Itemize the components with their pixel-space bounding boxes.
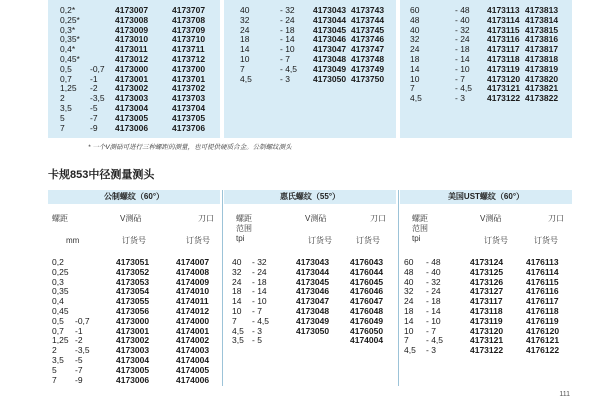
table-cell: 4173006 — [116, 374, 150, 385]
table-cell: 1,25 — [60, 83, 77, 94]
table-cell — [75, 278, 90, 288]
table-cell: 14 — [240, 44, 250, 55]
table-cell: 4174007 — [176, 257, 210, 267]
table-cell: 4173816 — [525, 34, 559, 45]
table-cell: - 18 — [426, 296, 441, 307]
table-cell: 4173819 — [525, 63, 559, 74]
table-cell: - 14 — [280, 34, 295, 45]
table-cell — [90, 16, 105, 26]
table-cell: 4,5 — [232, 325, 244, 336]
table-cell: 24 — [232, 276, 242, 287]
table-cell — [75, 268, 90, 278]
table-cell: - 4,5 — [426, 335, 444, 346]
table-cell: 4176119 — [526, 315, 559, 326]
table-cell: 4173003 — [115, 93, 149, 104]
table-cell: 5 — [52, 364, 57, 375]
bottom-metric-order1 — [116, 258, 149, 385]
metric-mm-header: mm — [66, 236, 80, 245]
table-cell: 4173049 — [296, 315, 330, 326]
table-cell: 4173010 — [115, 34, 149, 45]
table-cell: 4173124 — [470, 257, 504, 267]
table-cell: 4173122 — [487, 93, 521, 104]
table-cell: 4173000 — [116, 315, 150, 326]
header-whitworth: 惠氏螺纹（55°） — [224, 190, 396, 204]
table-cell: -1 — [90, 73, 98, 84]
table-cell: 0,35 — [52, 286, 69, 297]
table-cell: 4173118 — [487, 53, 520, 64]
table-cell: - 32 — [426, 276, 441, 287]
table-cell: - 7 — [426, 325, 436, 336]
table-cell: 10 — [232, 305, 242, 316]
table-cell: 4173121 — [470, 335, 504, 346]
top-ust-order1 — [487, 6, 520, 104]
bottom-ust-order2 — [526, 258, 559, 356]
table-cell: 4173056 — [116, 305, 150, 316]
metric-order-header: 订货号 — [122, 236, 146, 245]
table-cell: 4176116 — [526, 286, 559, 297]
table-cell: 4173046 — [296, 286, 330, 297]
metric-pitch-header: 螺距 — [52, 214, 68, 223]
table-cell: 4176118 — [526, 305, 559, 316]
divider-2 — [398, 190, 399, 386]
table-cell: 0,5 — [60, 63, 72, 74]
table-cell: 4,5 — [404, 345, 416, 356]
table-cell: -2 — [75, 335, 83, 346]
table-cell: - 24 — [426, 286, 441, 297]
table-cell: 4176114 — [526, 266, 559, 277]
table-cell: 4173002 — [116, 335, 150, 346]
table-cell: 4173818 — [525, 53, 559, 64]
table-cell: 4173055 — [116, 296, 150, 307]
bottom-whit-c2 — [252, 258, 269, 346]
table-cell: 24 — [240, 24, 250, 35]
table-cell: 4176045 — [350, 276, 384, 287]
table-cell: - 32 — [280, 5, 295, 15]
table-cell: 0,35* — [60, 34, 80, 45]
table-cell: 4173052 — [116, 266, 150, 277]
table-cell: 40 — [404, 276, 414, 287]
table-cell: 4173051 — [116, 257, 150, 267]
table-cell: - 18 — [252, 276, 267, 287]
table-cell: - 7 — [252, 305, 262, 316]
table-cell: 4173125 — [470, 266, 504, 277]
table-cell: 7 — [240, 63, 245, 74]
table-cell: 24 — [404, 296, 414, 307]
table-cell: 4173750 — [351, 73, 385, 84]
table-cell: 4173703 — [172, 93, 206, 104]
table-cell: 4174008 — [176, 266, 210, 277]
table-cell: 4173119 — [470, 315, 503, 326]
table-cell: - 3 — [252, 325, 262, 336]
table-cell: 4173116 — [487, 34, 520, 45]
table-cell: 4176120 — [526, 325, 560, 336]
table-cell: 4173003 — [116, 345, 150, 356]
table-cell: 4173117 — [470, 296, 503, 307]
metric-vanvil-header: V测砧 — [120, 214, 142, 223]
table-cell: 4173814 — [525, 14, 559, 25]
ust-order2-header: 订货号 — [534, 236, 558, 245]
table-cell: 7 — [52, 374, 57, 385]
header-ust: 美国UST螺纹（60°） — [400, 190, 572, 204]
table-cell: 4174000 — [176, 315, 210, 326]
table-cell: 4173706 — [172, 122, 206, 133]
table-cell: 4173044 — [296, 266, 330, 277]
table-cell: 4173815 — [525, 24, 559, 35]
table-cell: 4173044 — [313, 14, 347, 25]
table-cell: 4173117 — [487, 44, 520, 55]
table-cell: 4173820 — [525, 73, 559, 84]
table-cell: 4173046 — [313, 34, 347, 45]
table-cell: -9 — [75, 374, 83, 385]
table-cell: 4173120 — [487, 73, 521, 84]
top-metric-range — [90, 6, 105, 133]
top-metric-order1 — [115, 6, 148, 133]
table-cell: 4173700 — [172, 63, 206, 74]
table-cell: 7 — [410, 83, 415, 94]
table-cell: 1,25 — [52, 335, 69, 346]
table-cell: -7 — [75, 364, 83, 375]
bottom-ust-c2 — [426, 258, 443, 356]
table-cell: 4173121 — [487, 83, 521, 94]
table-cell: 4173817 — [525, 44, 559, 55]
table-cell: -3,5 — [90, 93, 105, 104]
table-cell: 4176117 — [526, 296, 559, 307]
table-cell: 4173822 — [525, 93, 559, 104]
table-cell: 2 — [60, 93, 65, 104]
table-cell: - 18 — [280, 24, 295, 35]
table-cell: 4174004 — [176, 354, 210, 365]
table-cell: 4176043 — [350, 257, 384, 267]
bottom-whit-c1 — [232, 258, 244, 346]
table-cell: 4173744 — [351, 14, 385, 25]
table-cell: 4173012 — [115, 53, 149, 64]
table-cell — [90, 45, 105, 55]
table-cell: 4174004 — [350, 335, 384, 346]
table-cell: 18 — [240, 34, 250, 45]
table-cell: -9 — [90, 122, 98, 133]
table-cell: 4173126 — [470, 276, 504, 287]
table-cell: 4173709 — [172, 24, 206, 35]
top-whit-c1 — [240, 6, 252, 84]
top-metric-sizes — [60, 6, 80, 133]
table-cell: 4173705 — [172, 112, 206, 123]
table-cell: -5 — [90, 102, 98, 113]
table-cell: 4173745 — [351, 24, 385, 35]
table-cell: - 40 — [455, 14, 470, 25]
table-cell: 0,7 — [52, 325, 64, 336]
table-cell: 4173045 — [313, 24, 347, 35]
table-cell: 4173006 — [115, 122, 149, 133]
table-cell: 4174005 — [176, 364, 210, 375]
table-cell: - 48 — [455, 5, 470, 15]
table-cell: 40 — [410, 24, 420, 35]
table-cell: 4173005 — [115, 112, 149, 123]
bottom-metric-c2 — [75, 258, 90, 385]
ust-vanvil-header: V测砧 — [480, 214, 502, 223]
table-cell — [90, 26, 105, 36]
section-title: 卡规853中径测量测头 — [48, 169, 155, 181]
table-cell: 18 — [410, 53, 420, 64]
table-cell: 4173047 — [313, 44, 347, 55]
table-cell: 7 — [404, 335, 409, 346]
table-cell: 4176048 — [350, 305, 384, 316]
table-cell: - 40 — [426, 266, 441, 277]
table-cell: 4173009 — [115, 24, 149, 35]
table-cell: 4173813 — [525, 5, 559, 15]
top-ust-c1 — [410, 6, 422, 104]
table-cell: 4173048 — [296, 305, 330, 316]
table-cell: 4173050 — [296, 325, 330, 336]
top-whit-order1 — [313, 6, 346, 84]
table-cell: - 14 — [455, 53, 470, 64]
table-cell: 4173047 — [296, 296, 330, 307]
table-cell: 5 — [60, 112, 65, 123]
top-whit-order2 — [351, 6, 384, 84]
table-cell: 4,5 — [240, 73, 252, 84]
table-cell: - 10 — [280, 44, 295, 55]
table-cell: - 3 — [455, 93, 465, 104]
table-cell: 4174012 — [176, 305, 210, 316]
table-cell: 0,25* — [60, 14, 80, 25]
table-cell — [75, 297, 90, 307]
table-cell: -7 — [90, 112, 98, 123]
table-cell: 4173048 — [313, 53, 347, 64]
table-cell: 4176044 — [350, 266, 384, 277]
table-cell: 4173127 — [470, 286, 504, 297]
table-cell: 4173007 — [115, 5, 149, 15]
table-cell: 10 — [240, 53, 250, 64]
table-cell: 4173821 — [525, 83, 559, 94]
table-cell: 4173118 — [470, 305, 503, 316]
table-cell: 4173704 — [172, 102, 206, 113]
table-cell: 18 — [404, 305, 414, 316]
table-cell: 4173113 — [487, 5, 520, 15]
whit-blade-header: 刀口 — [370, 214, 386, 223]
table-cell: 4173749 — [351, 63, 385, 74]
table-cell: 0,4 — [52, 296, 64, 307]
table-cell: -5 — [75, 354, 83, 365]
table-cell: 4174006 — [176, 374, 210, 385]
table-cell: 4174002 — [176, 335, 210, 346]
table-cell: 10 — [410, 73, 420, 84]
table-cell: -3,5 — [75, 345, 90, 356]
table-cell: 4173043 — [296, 257, 330, 267]
table-cell: 32 — [232, 266, 242, 277]
table-cell — [75, 287, 90, 297]
table-cell: 40 — [240, 5, 250, 15]
table-cell — [90, 6, 105, 16]
table-cell: 0,2* — [60, 5, 76, 15]
table-cell: 4173011 — [115, 44, 148, 55]
table-cell: 7 — [232, 315, 237, 326]
table-cell: 4176050 — [350, 325, 384, 336]
metric-blade-header: 刀口 — [198, 214, 214, 223]
table-cell: - 10 — [252, 296, 267, 307]
table-cell: 4173122 — [470, 345, 504, 356]
table-cell: - 14 — [252, 286, 267, 297]
table-cell: 14 — [404, 315, 414, 326]
table-cell: 14 — [232, 296, 242, 307]
table-cell: 4176046 — [350, 286, 384, 297]
table-cell: - 4,5 — [252, 315, 270, 326]
table-cell: 4173053 — [116, 276, 150, 287]
table-cell: 4176122 — [526, 345, 560, 356]
table-cell: 4176121 — [526, 335, 560, 346]
table-cell: 10 — [404, 325, 414, 336]
table-cell: 4173748 — [351, 53, 385, 64]
table-cell: 4173008 — [115, 14, 149, 25]
table-cell: 4176113 — [526, 257, 559, 267]
footnote: * 一个V测砧可进行三种螺距的测量，也可提供硬质合金。公制螺纹测头 — [88, 144, 292, 151]
table-cell: 4173115 — [487, 24, 520, 35]
table-cell — [90, 35, 105, 45]
table-cell: 48 — [404, 266, 414, 277]
table-cell: -2 — [90, 83, 98, 94]
table-cell: 60 — [410, 5, 420, 15]
bottom-metric-c1 — [52, 258, 69, 385]
table-cell: 3,5 — [52, 354, 64, 365]
metric-order2-header: 订货号 — [186, 236, 210, 245]
table-cell — [296, 336, 329, 346]
table-cell: 3,5 — [60, 102, 72, 113]
table-cell: -1 — [75, 325, 83, 336]
table-cell: 4173710 — [172, 34, 206, 45]
ust-blade-header: 刀口 — [548, 214, 564, 223]
table-cell: 4173747 — [351, 44, 385, 55]
table-cell: 4173746 — [351, 34, 385, 45]
table-cell: 32 — [240, 14, 250, 25]
table-cell: - 10 — [455, 63, 470, 74]
table-cell: - 3 — [426, 345, 436, 356]
table-cell: 4173707 — [172, 5, 206, 15]
table-cell: 4173000 — [115, 63, 149, 74]
table-cell: 3,5 — [232, 335, 244, 346]
bottom-metric-order2 — [176, 258, 209, 385]
table-cell: 4173004 — [116, 354, 150, 365]
whit-pitchrange-header: 螺距 范围 tpi — [236, 214, 252, 243]
table-cell: 4173701 — [172, 73, 206, 84]
bottom-whit-order1 — [296, 258, 329, 346]
table-cell: 4173004 — [115, 102, 149, 113]
whit-order2-header: 订货号 — [356, 236, 380, 245]
table-cell: 4173119 — [487, 63, 520, 74]
bottom-ust-c1 — [404, 258, 416, 356]
table-cell: - 5 — [252, 335, 262, 346]
table-cell — [75, 258, 90, 268]
table-cell: 0,45 — [52, 305, 69, 316]
whit-order-header: 订货号 — [308, 236, 332, 245]
table-cell: 4173712 — [172, 53, 206, 64]
table-cell: 0,2 — [52, 257, 64, 267]
top-ust-order2 — [525, 6, 558, 104]
table-cell: 32 — [410, 34, 420, 45]
top-whit-c2 — [280, 6, 297, 84]
table-cell: 4173702 — [172, 83, 206, 94]
bottom-whit-order2 — [350, 258, 383, 346]
table-cell: - 24 — [280, 14, 295, 25]
table-cell: - 14 — [426, 305, 441, 316]
table-cell: - 7 — [455, 73, 465, 84]
table-cell: 4176115 — [526, 276, 559, 287]
table-cell: 4173001 — [115, 73, 149, 84]
table-cell: 0,3 — [52, 276, 64, 287]
table-cell: 4174001 — [176, 325, 210, 336]
table-cell: - 48 — [426, 257, 441, 267]
table-cell: 0,4* — [60, 44, 76, 55]
table-cell: 40 — [232, 257, 242, 267]
table-cell: 7 — [60, 122, 65, 133]
header-metric: 公制螺纹（60°） — [48, 190, 220, 204]
table-cell: 4173120 — [470, 325, 504, 336]
table-cell: -0,7 — [75, 315, 90, 326]
table-cell: 2 — [52, 345, 57, 356]
table-cell: - 24 — [252, 266, 267, 277]
table-cell: 4173049 — [313, 63, 347, 74]
table-cell: 4,5 — [410, 93, 422, 104]
table-cell: 0,3* — [60, 24, 76, 35]
table-cell: 48 — [410, 14, 420, 25]
table-cell: 14 — [410, 63, 420, 74]
table-cell: 18 — [232, 286, 242, 297]
table-cell: 4173050 — [313, 73, 347, 84]
table-cell: 4174011 — [176, 296, 209, 307]
table-cell: 4174003 — [176, 345, 210, 356]
table-cell: 4173043 — [313, 5, 347, 15]
table-cell: 4174009 — [176, 276, 210, 287]
table-cell: 4173054 — [116, 286, 150, 297]
table-cell: 4174010 — [176, 286, 210, 297]
bottom-ust-order1 — [470, 258, 503, 356]
table-cell: - 4,5 — [455, 83, 473, 94]
table-cell: 60 — [404, 257, 414, 267]
whit-vanvil-header: V测砧 — [305, 214, 327, 223]
table-cell: 4173114 — [487, 14, 520, 25]
table-cell: 32 — [404, 286, 414, 297]
table-cell: - 10 — [426, 315, 441, 326]
table-cell: 0,45* — [60, 53, 80, 64]
table-cell: 4173005 — [116, 364, 150, 375]
table-cell: 4176049 — [350, 315, 384, 326]
table-cell: 4173045 — [296, 276, 330, 287]
table-cell: 4173002 — [115, 83, 149, 94]
table-cell: 4173708 — [172, 14, 206, 25]
table-cell: 24 — [410, 44, 420, 55]
top-metric-order2 — [172, 6, 205, 133]
divider-1 — [222, 190, 223, 386]
table-cell: 4176047 — [350, 296, 384, 307]
table-cell: 4173711 — [172, 44, 205, 55]
table-cell: - 3 — [280, 73, 290, 84]
table-cell: - 32 — [252, 257, 267, 267]
table-cell: -0,7 — [90, 63, 105, 74]
table-cell: - 32 — [455, 24, 470, 35]
page-number: 111 — [559, 391, 570, 398]
table-cell: - 18 — [455, 44, 470, 55]
top-ust-c2 — [455, 6, 472, 104]
table-cell: 0,25 — [52, 266, 69, 277]
table-cell: 4173743 — [351, 5, 385, 15]
ust-order-header: 订货号 — [484, 236, 508, 245]
table-cell: 0,5 — [52, 315, 64, 326]
table-cell: - 7 — [280, 53, 290, 64]
table-cell: - 4,5 — [280, 63, 298, 74]
ust-pitchrange-header: 螺距 范围 tpi — [412, 214, 428, 243]
table-cell: 0,7 — [60, 73, 72, 84]
table-cell: 4173001 — [116, 325, 150, 336]
table-cell: - 24 — [455, 34, 470, 45]
